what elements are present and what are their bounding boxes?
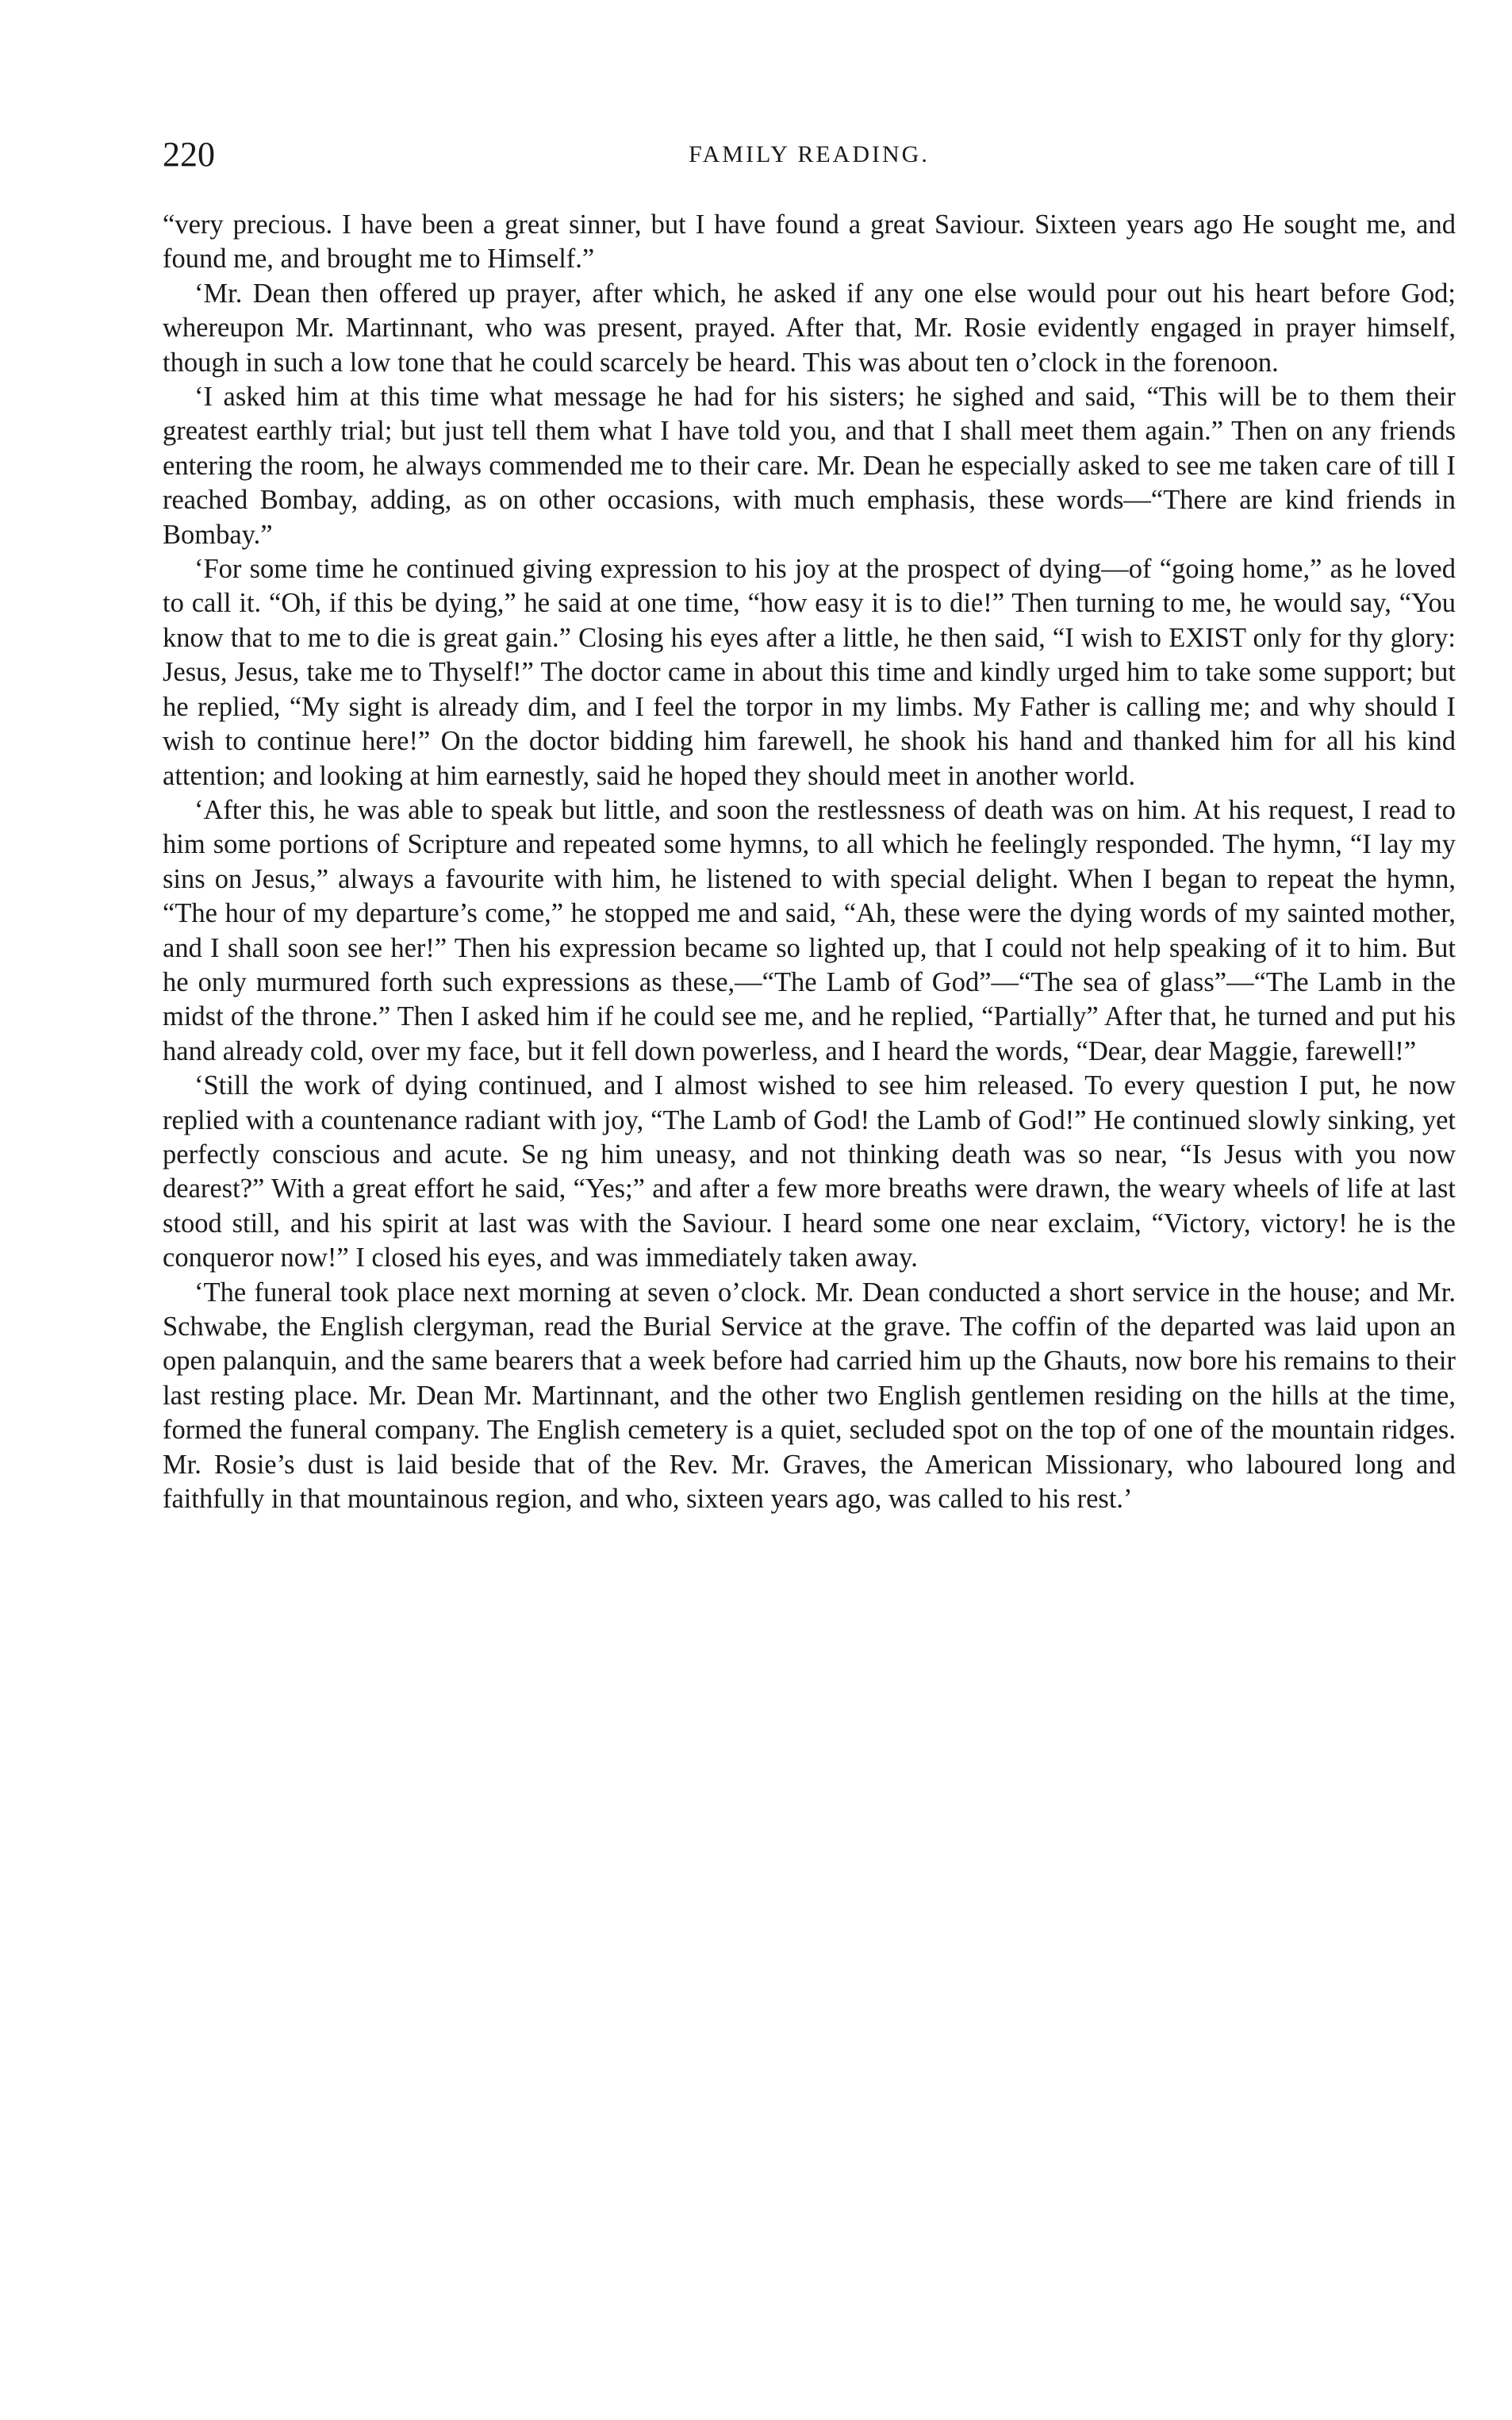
paragraph-restlessness: ‘After this, he was able to speak but little, and soon the restlessness of death was on him. At his request, I read to him some portions of Scripture and repeated some hymns, to all which he feelingly responded. The hymn, “I lay my sins on Jesus,” always a favourite with him, he listened to with special delight. When I began to repeat the hymn, “The hour of my departure’s come,” he stopped me and said, “Ah, these were the dying words of my sainted mother, and I shall soon see her!” Then his expression became so lighted up, that I could not help speaking of it to him. But he only murmured forth such expressions as these,—“The Lamb of God”—“The sea of glass”—“The Lamb in the midst of the throne.” Then I asked him if he could see me, and he replied, “Partially” After that, he turned and put his hand already cold, over my face, but it fell down powerless, and I heard the words, “Dear, dear Maggie, farewell!” xyxy=(163,794,1456,1066)
running-title: FAMILY READING. xyxy=(689,141,930,167)
paragraph-message-to-sisters: ‘I asked him at this time what message he had for his sisters; he sighed and said, “This will be to them their greatest earthly trial; but just tell them what I have told you, and that I shall meet them again.” Then on any friends entering the room, he always commended me to their care. Mr. Dean he especially asked to see me taken care of till I reached Bombay, adding, as on other occasions, with much emphasis, these words—“There are kind friends in Bombay.” xyxy=(163,382,1456,550)
paragraph-continued-quote: “very precious. I have been a great sinner, but I have found a great Saviour. Sixteen years ago He sought me, and found me, and brought me to Himself.” xyxy=(163,209,1456,275)
paragraph-dying: ‘Still the work of dying continued, and I almost wished to see him released. To every question I put, he now replied with a countenance radiant with joy, “The Lamb of God! the Lamb of God!” He continued slowly sinking, yet perfectly conscious and acute. Se ng him uneasy, and not thinking death was so near, “Is Jesus with you now dearest?” With a great effort he said, “Yes;” and after a few more breaths were drawn, the weary wheels of life at last stood still, and his spirit at last was with the Saviour. I heard some one near exclaim, “Victory, victory! he is the conqueror now!” I closed his eyes, and was immediately taken away. xyxy=(163,1070,1456,1273)
running-head xyxy=(163,131,1456,179)
body-text xyxy=(163,208,1456,1516)
paragraph-funeral: ‘The funeral took place next morning at seven o’clock. Mr. Dean conducted a short service in the house; and Mr. Schwabe, the English clergyman, read the Burial Service at the grave. The coffin of the departed was laid upon an open palanquin, and the same bearers that a week before had carried him up the Ghauts, now bore his remains to their last resting place. Mr. Dean Mr. Martinnant, and the other two English gentlemen residing on the hills at the time, formed the funeral company. The English cemetery is a quiet, secluded spot on the top of one of the mountain ridges. Mr. Rosie’s dust is laid beside that of the Rev. Mr. Graves, the American Missionary, who laboured long and faithfully in that mountainous region, and who, sixteen years ago, was called to his rest.’ xyxy=(163,1277,1456,1515)
page-number: 220 xyxy=(163,135,215,174)
paragraph-going-home: ‘For some time he continued giving expression to his joy at the prospect of dying—of “going home,” as he loved to call it. “Oh, if this be dying,” he said at one time, “how easy it is to die!” Then turning to me, he would say, “You know that to me to die is great gain.” Closing his eyes after a little, he then said, “I wish to EXIST only for thy glory: Jesus, Jesus, take me to Thyself!” The doctor came in about this time and kindly urged him to take some support; but he replied, “My sight is already dim, and I feel the torpor in my limbs. My Father is calling me; and why should I wish to continue here!” On the doctor bidding him farewell, he shook his hand and thanked him for all his kind attention; and looking at him earnestly, said he hoped they should meet in another world. xyxy=(163,554,1456,791)
paragraph-prayer: ‘Mr. Dean then offered up prayer, after which, he asked if any one else would pour out his heart before God; whereupon Mr. Martinnant, who was present, prayed. After that, Mr. Rosie evidently engaged in prayer himself, though in such a low tone that he could scarcely be heard. This was about ten o’clock in the forenoon. xyxy=(163,278,1456,378)
